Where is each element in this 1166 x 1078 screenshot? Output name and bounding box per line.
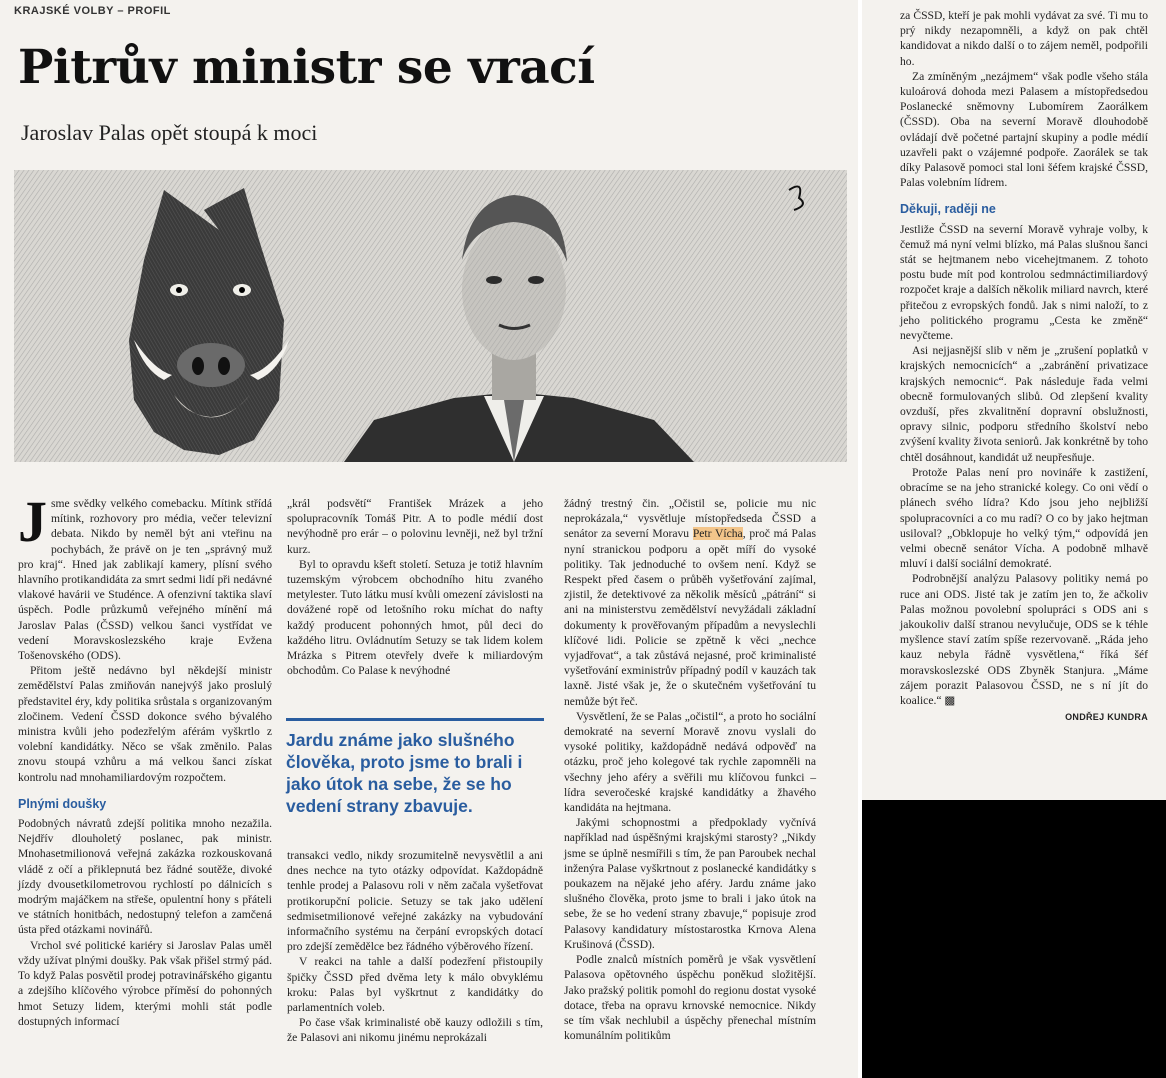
column-3: [564, 496, 816, 1043]
section-heading: Plnými doušky: [18, 796, 107, 811]
column-2-bottom: [287, 848, 543, 1046]
article-page-right: [862, 0, 1166, 800]
paragraph: V reakci na tahle a další podezření přistoupily špičky ČSSD před dvěma lety k málo obvyklému kroku: Palas byl vyškrtnut z kandidátky do parlamentních voleb.: [287, 955, 543, 1015]
paragraph: Za zmíněným „nezájmem“ však podle všeho stála kuloárová dohoda mezi Palasem a místopředsedou Poslanecké sněmovny Lubomírem Zaorálkem (ČSSD). Oba na severní Moravě dlouhodobě ovládají dvě početné partajní skupiny a podle médií uzavřeli pakt o vzájemné podpoře. Zaorálek se tak díky Palasově pomoci stal loni šéfem krajské ČSSD, Palas volebním lídrem.: [900, 69, 1148, 190]
headline: Pitrův ministr se vrací: [18, 40, 595, 95]
paragraph: Vysvětlení, že se Palas „očistil“, a proto ho sociální demokraté na severní Moravě znovu vyslali do vysoké politiky, každopádně nedává odpověď na otázku, proč jeho kolegové tak rychle zapomněli na všechny jeho aféry a svěřili mu klíčovou funkci – lídra severočeské krajské kandidátky a žhavého kandidáta na hejtmana.: [564, 709, 816, 815]
paragraph: Asi nejjasnější slib v něm je „zrušení poplatků v krajských nemocnicích“ a „zabránění privatizace krajských nemocnic“. Pak následuje řada velmi obecně formulovaných slibů. Od zlepšení kvality ovzduší, přes zkvalitnění dopravní obslužnosti, opravy silnic, podporu středního školství nebo zvýšení kvality života seniorů. Jak konkrétně by toho chtěl dosáhnout, kandidát už neupřesňuje.: [900, 344, 1148, 464]
paragraph: transakci vedlo, nikdy srozumitelně nevysvětlil a ani dnes nechce na tyto otázky odpovídat. Každopádně tenhle prodej a Palasovu roli v něm začala vyšetřovat protikorupční policie. Setuzy se tak jako udělení sedmisetmilionové veřejné zakázky na vybudování informačního systému na čerpání evropských dotací pro zdejší zemědělce bez řádného výběrového řízení.: [287, 849, 543, 954]
paragraph: Podle znalců místních poměrů je však vysvětlení Palasova opětovného úspěchu poněkud složitější. Jako pražský politik pomohl do regionu dostat vysoké dotace, třeba na opravu krnovské nemocnice. Nikdy se tím však nechlubil a úspěchy přenechal místním komunálním politikům: [564, 953, 816, 1043]
paragraph: za ČSSD, kteří je pak mohli vydávat za své. Ti mu to prý nikdy nezapomněli, a když on pak chtěl kandidovat a nikdo další o to zájem neměl, podpořili ho.: [900, 9, 1148, 68]
paragraph: „král podsvětí“ František Mrázek a jeho spolupracovník Tomáš Pitr. A to podle médií dost nevýhodně pro erár – o polovinu levněji, než byl tržní kurz.: [287, 497, 543, 556]
column-4: [900, 8, 1148, 725]
highlighted-name: Petr Vícha: [692, 527, 743, 541]
paragraph-part: žádný trestný čin. „Očistil se, policie mu nic neprokázala,“ vysvětluje místopředseda ČSSD a senátor za severní Moravu: [564, 497, 816, 541]
paragraph: Po čase však kriminalisté obě kauzy odložili s tím, že Palasovi ani nikomu jinému neprokázali: [287, 1016, 543, 1045]
subheadline: Jaroslav Palas opět stoupá k moci: [21, 120, 318, 145]
illustration-boar-and-man: [14, 170, 847, 462]
paragraph: Přitom ještě nedávno byl někdejší ministr zemědělství Palas zmiňován nanejvýš jako proslulý představitel éry, kdy politika srůstala s organizovaným zločinem. Vedení ČSSD dokonce svého bývalého ministra kvůli jeho podezřelým aférám vyškrtlo z volební kandidátky. Něco se však změnilo. Palas znovu stoupá vzhůru a má velkou šanci získat kontrolu nad mnohamiliardovým rozpočtem.: [18, 664, 272, 784]
drop-cap: J: [18, 489, 47, 554]
paragraph-part: , proč má Palas nyní stranickou podporu a opět míří do vysoké politiky. Tak jednoduché to ovšem není. Když se Respekt před časem o průběh vyšetřování zajímal, zjistil, že detektivové za několik měsíců „pátrání“ si ani na ministerstvu zemědělství nevyžádali základní dokumenty k prověřovaným případům a nevyslechli klíčové lidi. Policie se zpětně k věci „nechce vyjadřovat“, a tak zůstává nejasné, proč kriminalisté vyšetřování exministrův případný podíl v kauzách tak laxně. Jisté však je, že o skutečném vyšetřování tu nemůže být řeč.: [564, 527, 816, 708]
paragraph: Protože Palas není pro novináře k zastižení, obracíme se na jeho stranické kolegy. Co oni vědí o plánech svého lídra? Kdo jsou jeho nejbližší spolupracovníci a co mu radí? O co by jako hejtman usiloval? „Obklopuje ho velký tým,“ odpovídá jen velmi obecně senátor Vícha. A podobně mlhavě mluví i další sociální demokraté.: [900, 465, 1148, 571]
pull-quote: Jardu známe jako slušného člověka, proto jsme to brali i jako útok na sebe, že se ho vedení strany zbavuje.: [286, 718, 544, 817]
section-kicker: KRAJSKÉ VOLBY – PROFIL: [14, 5, 171, 17]
paragraph: Vrchol své politické kariéry si Jaroslav Palas uměl vždy užívat plnými doušky. Pak však přišel strmý pád. To když Palas posvětil prodej potravinářského gigantu a zdejšího klíčového výrobce příměsí do pohonných hmot Setuzy lidem, kterými mohli stát podle dostupných informací: [18, 938, 272, 1028]
author-byline: ONDŘEJ KUNDRA: [1065, 712, 1148, 723]
paragraph: Jakými schopnostmi a předpoklady vyčnívá například nad úspěšnými krajskými starosty? „Nikdy jsme se úplně nesmířili s tím, že pan Paroubek nechal inženýra Palase vyškrtnout z poslanecké kandidátky s poukazem na nějaké jeho aféry. Jardu známe jako slušného člověka, proto jsme to brali i jako útok na sebe, že se ho vedení strany zbavuje,“ popisuje zrod Palasovy kandidatury místostarostka Krnova Alena Krušinová (ČSSD).: [564, 816, 816, 951]
paragraph: Byl to opravdu kšeft století. Setuza je totiž hlavním tuzemským výrobcem obchodního hitu zvaného metylester. Tuto látku musí kvůli omezení závislosti na dovážené ropě od letošního roku míchat do nafty každý producent pohonných hmot, půl deci do každého litru. Ovládnutím Setuzy se tak lidem kolem Mrázka s Pitrem otevřely dveře k miliardovým obchodům. Co Palase k nevýhodné: [287, 557, 543, 678]
paragraph: Podrobnější analýzu Palasovy politiky nemá po ruce ani ODS. Jisté tak je zatím jen to, že ačkoliv Palas možnou povolební spolupráci s ODS ani s jakoukoliv další stranou nevylučuje, ODS se k téhle myšlence staví zatím spíše rezervovaně. „Ráda jeho kauz nebyla řádně vysvětlena,“ říká šéf moravskoslezské ODS Zbyněk Stanjura. „Máme zájem porazit Palasovou ČSSD, ne s ní jít do koalice.“ ▩: [900, 572, 1148, 707]
paragraph: Podobných návratů zdejší politika mnoho nezažila. Nejdřív dlouholetý poslanec, pak ministr. Mnohasetmilionová veřejná zakázka rozkouskovaná vládě z očí a přiklepnutá bez řádné soutěže, divoké jízdy dvousetkilometrovou rychlostí po dálnicích s modrým majáčkem na střeše, opulentní hony s přáteli ve státních honitbách, nedostupný telefon a zamčená ústa před otázkami novinářů.: [18, 817, 272, 937]
paragraph: sme svědky velkého comebacku. Mítink střídá mítink, rozhovory pro média, večer televizní debata. Nikdo by neměl být ani vteřinu na pochybách, že právě on je ten „správný muž pro kraj“. Hned jak zablikají kamery, plísní svého hlavního protikandidáta za smrt sedmi lidí při nedávné vlakové havárii ve Studénce. A ofenzivní taktika slaví úspěch. Podle průzkumů veřejného mínění má Jaroslav Palas (ČSSD) velkou šanci vystřídat ve vedení Moravskoslezského kraje Evžena Tošenovského (ODS).: [18, 497, 272, 663]
paragraph: Jestliže ČSSD na severní Moravě vyhraje volby, k čemuž má nyní velmi blízko, má Palas slušnou šanci stát se hejtmanem nebo vicehejtmanem. Z tohoto postu bude mít pod kontrolou sedmnáctimiliardový rozpočet kraje a dalších několik miliard navrch, které přitečou z evropských fondů. Jak s nimi naloží, to z jeho politického programu „Cesta ke změně“ nevyčteme.: [900, 222, 1148, 343]
column-2-top: [287, 496, 543, 678]
section-heading: Děkuji, raději ne: [900, 202, 996, 217]
column-1: [18, 489, 272, 1029]
